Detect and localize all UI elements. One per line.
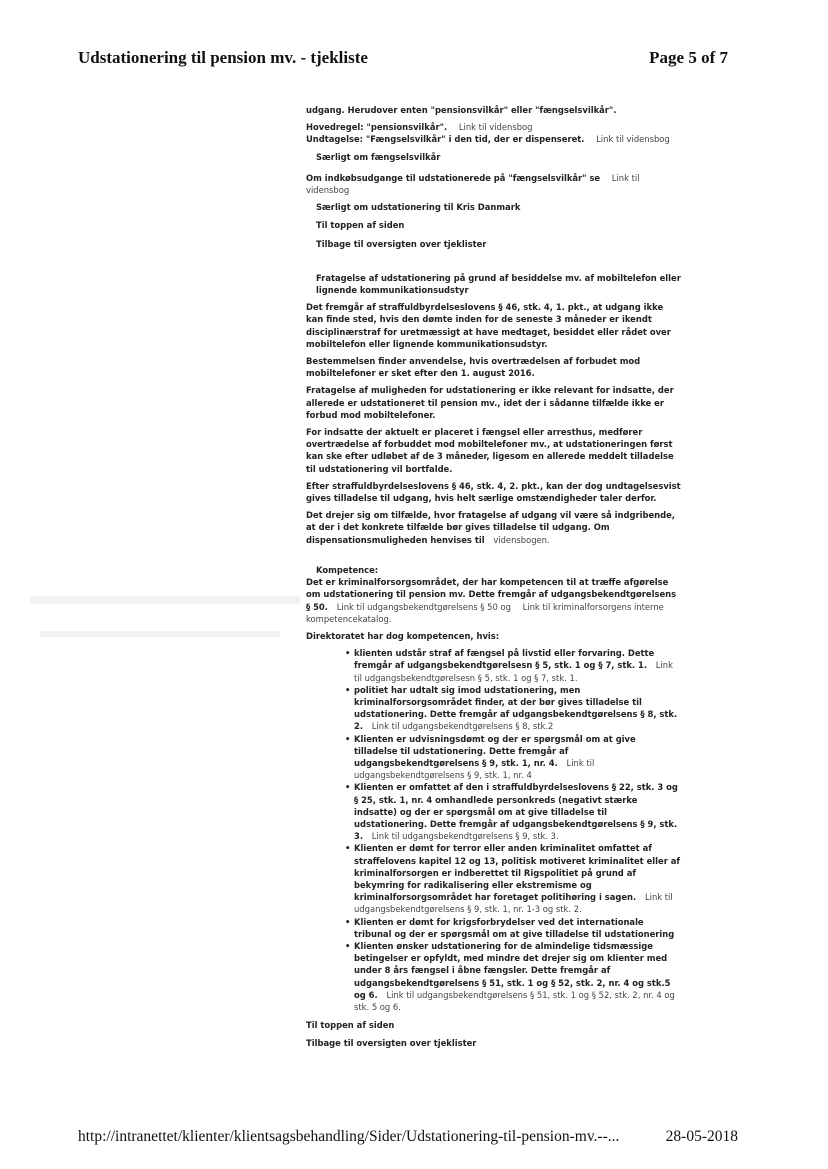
paragraph: Direktoratet har dog kompetencen, hvis: (306, 630, 500, 641)
scan-smudge (30, 596, 300, 604)
section-heading: Kompetence: (316, 564, 379, 575)
law-link[interactable]: Link til udgangsbekendtgørelsens § 9, stk. 1, nr. 1-3 og stk. 2. (354, 892, 673, 915)
law-link[interactable]: Link til udgangsbekendtgørelsesn § 5, stk. 1 og § 7, stk. 1. (354, 660, 673, 683)
paragraph: Fratagelse af muligheden for udstationering er ikke relevant for indsatte, der allerede er udstationeret til pension mv., idet der i sådanne tilfælde ikke er forbud mod mobiltelefoner. (306, 385, 674, 420)
back-to-overview-link[interactable]: Tilbage til oversigten over tjeklister (306, 1038, 477, 1049)
to-top-link[interactable]: Til toppen af siden (306, 1020, 395, 1031)
vidensbog-link[interactable]: Link til vidensbog (458, 122, 533, 133)
paragraph: For indsatte der aktuelt er placeret i fængsel eller arresthus, medfører overtrædelse af forbuddet mod mobiltelefoner mv., at udstationeringen først kan ske efter udløbet af de 3 måneder, ligesom en allerede meddelt tilladelse til udstationering vil bortfalde. (306, 427, 674, 474)
paragraph: udgang. Herudover enten "pensionsvilkår" eller "fængselsvilkår". (306, 105, 617, 115)
page-header-title: Udstationering til pension mv. - tjekliste (78, 48, 368, 67)
list-item: • politiet har udtalt sig imod udstationering, men kriminalforsorgsområdet finder, at der bør gives tilladelse til udstationering. Dette fremgår af udgangsbekendtgørelsens § 8, stk. 2. Link til udgangsbekendtgørelsens § 8, stk.2 (354, 684, 682, 733)
paragraph: Bestemmelsen finder anvendelse, hvis overtrædelsen af forbudet mod mobiltelefoner er sket efter den 1. august 2016. (306, 356, 641, 379)
vidensbog-link[interactable]: Link til vidensbog (596, 134, 670, 145)
law-link[interactable]: Link til udgangsbekendtgørelsens § 9, stk. 1, nr. 4 (354, 757, 595, 781)
law-link[interactable]: Link til udgangsbekendtgørelsens § 50 og (336, 601, 511, 612)
paragraph: Det fremgår af straffuldbyrdelseslovens § 46, stk. 4, 1. pkt., at udgang ikke kan finde sted, hvis den dømte inden for de seneste 3 måneder er ikendt disciplinærstraf for uretmæssigt at have medtaget, besiddet eller rådet over mobiltelefon eller lignende kommunikationsudstyr. (306, 302, 671, 349)
to-top-link[interactable]: Til toppen af siden (316, 220, 405, 231)
list-item: • Klienten er omfattet af den i straffuldbyrdelseslovens § 22, stk. 3 og § 25, stk. 1, nr. 4 omhandlede personkreds (negativt stærke indsatte) og der er spørgsmål om at give tilladelse til udstationering. Dette fremgår af udgangsbekendtgørelsens § 9, stk. 3. Link til udgangsbekendtgørelsens § 9, stk. 3. (354, 781, 682, 842)
list-item: • Klienten er dømt for terror eller anden kriminalitet omfattet af straffelovens kapitel 12 og 13, politisk motiveret kriminalitet eller af kriminalforsorgen er indberettet til Rigspolitiet på grund af bekymring for radikalisering eller ekstremisme og kriminalforsorgsområdet har foretaget politihøring i sagen. Link til udgangsbekendtgørelsens § 9, stk. 1, nr. 1-3 og stk. 2. (354, 842, 682, 915)
paragraph: Hovedregel: "pensionsvilkår". Link til vidensbog (306, 122, 533, 133)
list-item: • Klienten ønsker udstationering for de almindelige tidsmæssige betingelser er opfyldt, med mindre det drejer sig om klienter med under 8 års fængsel i åbne fængsler. Dette fremgår af udgangsbekendtgørelsens § 51, stk. 1 og § 52, stk. 2, nr. 4 og stk.5 og 6. Link til udgangsbekendtgørelsens § 51, stk. 1 og § 52, stk. 2, nr. 4 og stk. 5 og 6. (354, 940, 682, 1013)
link-special-prison-conditions[interactable]: Særligt om fængselsvilkår (316, 151, 441, 162)
paragraph: Det drejer sig om tilfælde, hvor fratagelse af udgang vil være så indgribende, at der i det konkrete tilfælde bør gives tilladelse til udgang. Om dispensationsmuligheden henvises til vidensbogen. (306, 510, 675, 545)
paragraph: Efter straffuldbyrdelseslovens § 46, stk. 4, 2. pkt., kan der dog undtagelsesvist gives tilladelse til udgang, hvis helt særlige omstændigheder taler derfor. (306, 480, 681, 504)
link-kris-danmark[interactable]: Særligt om udstationering til Kris Danmark (316, 202, 521, 213)
paragraph: Om indkøbsudgange til udstationerede på "fængselsvilkår" se Link til vidensbog (306, 172, 640, 196)
vidensbog-link[interactable]: Link til vidensbog (306, 172, 640, 196)
back-to-overview-link[interactable]: Tilbage til oversigten over tjeklister (316, 238, 487, 249)
vidensbog-link[interactable]: vidensbogen. (493, 534, 550, 545)
law-link[interactable]: Link til udgangsbekendtgørelsens § 51, stk. 1 og § 52, stk. 2, nr. 4 og stk. 5 og 6. (354, 989, 675, 1012)
paragraph: Det er kriminalforsorgsområdet, der har kompetencen til at træffe afgørelse om udstationering til pension mv. Dette fremgår af udgangsbekendtgørelsens § 50. Link til udgangsbekendtgørelsens § 50 og Link til kriminalforsorgens interne kompetencekatalog. (306, 577, 677, 624)
law-link[interactable]: Link til udgangsbekendtgørelsens § 9, stk. 3. (371, 831, 559, 842)
page-number: Page 5 of 7 (649, 48, 728, 67)
list-item: • klienten udstår straf af fængsel på livstid eller forvaring. Dette fremgår af udgangsbekendtgørelsesn § 5, stk. 1 og § 7, stk. 1. Link til udgangsbekendtgørelsesn § 5, stk. 1 og § 7, stk. 1. (354, 647, 682, 684)
scan-smudge (40, 631, 280, 637)
list-item: • Klienten er dømt for krigsforbrydelser ved det internationale tribunal og der er spørgsmål om at give tilladelse til udstationering (354, 916, 682, 940)
page-footer (78, 1128, 738, 1146)
competence-catalog-link[interactable]: Link til kriminalforsorgens interne kompetencekatalog. (306, 601, 664, 624)
paragraph: Undtagelse: "Fængselsvilkår" i den tid, der er dispenseret. Link til vidensbog (306, 134, 670, 145)
law-link[interactable]: Link til udgangsbekendtgørelsens § 8, stk.2 (371, 721, 554, 732)
list-item: • Klienten er udvisningsdømt og der er spørgsmål om at give tilladelse til udstationering. Dette fremgår af udgangsbekendtgørelsens § 9, stk. 1, nr. 4. Link til udgangsbekendtgørelsens § 9, stk. 1, nr. 4 (354, 733, 682, 782)
footer-date: 28-05-2018 (665, 1128, 738, 1145)
section-heading: Fratagelse af udstationering på grund af besiddelse mv. af mobiltelefon eller lignende kommunikationsudstyr (316, 272, 681, 296)
competence-list (306, 647, 682, 1013)
footer-url: http://intranettet/klienter/klientsagsbehandling/Sider/Udstationering-til-pension-mv.--... (78, 1128, 620, 1145)
document-body (306, 104, 682, 1056)
